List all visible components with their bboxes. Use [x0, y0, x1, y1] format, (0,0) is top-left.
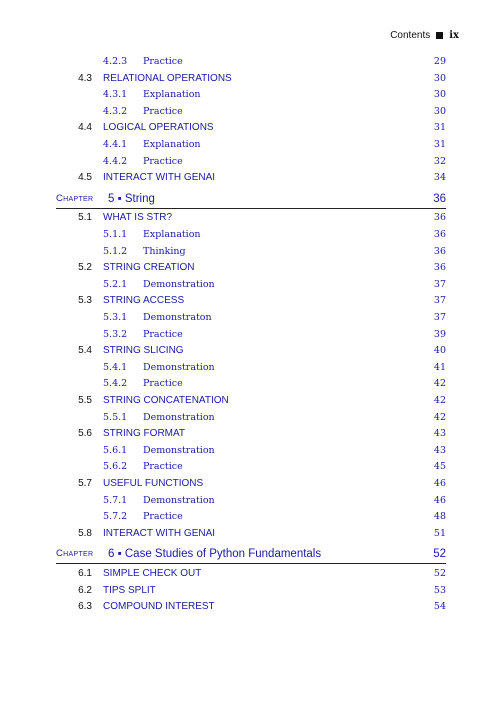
- entry-page-number: 37: [433, 278, 446, 290]
- entry-page-number: 36: [433, 262, 446, 274]
- toc-section-entry[interactable]: [0, 394, 500, 408]
- entry-title: Demonstration: [143, 444, 215, 456]
- entry-page-number: 40: [433, 345, 446, 357]
- running-head: [390, 30, 459, 41]
- entry-number: 4.3.1: [103, 89, 128, 101]
- entry-page-number: 46: [433, 478, 446, 489]
- toc-section-entry[interactable]: [0, 584, 500, 598]
- entry-number: 4.4.1: [103, 139, 128, 150]
- entry-page-number: 46: [433, 494, 446, 506]
- chapter-rule: [56, 208, 446, 209]
- entry-number: 6.3: [78, 601, 92, 613]
- entry-title: Practice: [143, 56, 183, 67]
- entry-number: 5.2: [78, 262, 92, 274]
- toc-subsection-entry[interactable]: [0, 105, 500, 119]
- entry-number: 4.5: [78, 172, 92, 184]
- entry-number: 5.7.2: [103, 511, 128, 523]
- toc-subsection-entry[interactable]: [0, 411, 500, 425]
- toc-subsection-entry[interactable]: [0, 444, 500, 458]
- toc-chapter-entry[interactable]: [0, 191, 500, 207]
- toc-section-entry[interactable]: [0, 171, 500, 185]
- toc-section-entry[interactable]: [0, 294, 500, 308]
- entry-number: 5.6.1: [103, 444, 128, 456]
- entry-number: 5.1.2: [103, 245, 128, 257]
- entry-number: 5.5.1: [103, 411, 128, 423]
- entry-number: 4.4.2: [103, 155, 128, 167]
- toc-subsection-entry[interactable]: [0, 155, 500, 169]
- entry-title: Explanation: [143, 229, 201, 240]
- entry-number: 5.3: [78, 295, 92, 307]
- entry-page-number: 51: [433, 527, 446, 539]
- entry-title: Demonstraton: [143, 312, 212, 323]
- entry-number: 5.7.1: [103, 494, 128, 506]
- entry-title: INTERACT WITH GENAI: [103, 527, 216, 539]
- entry-page-number: 42: [433, 411, 446, 423]
- entry-number: 5.6.2: [103, 461, 128, 473]
- entry-title: INTERACT WITH GENAI: [103, 172, 216, 184]
- entry-page-number: 36: [433, 212, 446, 224]
- toc-subsection-entry[interactable]: [0, 328, 500, 342]
- entry-number: 5.4.2: [103, 378, 128, 390]
- entry-page-number: 32: [433, 155, 446, 167]
- entry-number: 5.4.1: [103, 361, 128, 373]
- entry-title: Practice: [143, 378, 183, 390]
- toc-subsection-entry[interactable]: [0, 311, 500, 325]
- chapter-page-number: 52: [433, 548, 446, 561]
- entry-title: Practice: [143, 155, 183, 167]
- entry-page-number: 48: [433, 511, 446, 523]
- entry-title: LOGICAL OPERATIONS: [103, 122, 214, 134]
- entry-title: STRING CONCATENATION: [103, 395, 229, 406]
- entry-page-number: 37: [433, 312, 446, 323]
- entry-title: WHAT IS STR?: [103, 212, 173, 224]
- entry-page-number: 31: [433, 139, 446, 150]
- toc-subsection-entry[interactable]: [0, 228, 500, 242]
- entry-number: 5.4: [78, 345, 92, 357]
- toc-chapter-entry[interactable]: [0, 546, 500, 562]
- toc-subsection-entry[interactable]: [0, 377, 500, 391]
- entry-title: Demonstration: [143, 361, 215, 373]
- entry-page-number: 30: [433, 105, 446, 117]
- entry-page-number: 36: [433, 245, 446, 257]
- entry-number: 6.2: [78, 584, 92, 596]
- entry-title: STRING CREATION: [103, 262, 195, 274]
- entry-number: 5.5: [78, 395, 92, 406]
- toc-subsection-entry[interactable]: [0, 245, 500, 259]
- entry-title: Practice: [143, 461, 183, 473]
- entry-page-number: 36: [433, 229, 446, 240]
- entry-page-number: 43: [433, 444, 446, 456]
- entry-page-number: 37: [433, 295, 446, 307]
- entry-page-number: 31: [433, 122, 446, 134]
- chapter-title: 6 ▪ Case Studies of Python Fundamentals: [108, 548, 322, 561]
- entry-title: STRING FORMAT: [103, 428, 186, 440]
- entry-title: RELATIONAL OPERATIONS: [103, 72, 232, 84]
- toc-section-entry[interactable]: [0, 344, 500, 358]
- toc-subsection-entry[interactable]: [0, 88, 500, 102]
- toc-section-entry[interactable]: [0, 477, 500, 491]
- toc-subsection-entry[interactable]: [0, 55, 500, 69]
- toc-section-entry[interactable]: [0, 527, 500, 541]
- toc-section-entry[interactable]: [0, 72, 500, 86]
- entry-number: 5.1.1: [103, 229, 128, 240]
- entry-page-number: 45: [433, 461, 446, 473]
- entry-page-number: 43: [433, 428, 446, 440]
- toc-subsection-entry[interactable]: [0, 494, 500, 508]
- toc-section-entry[interactable]: [0, 261, 500, 275]
- chapter-rule: [56, 563, 446, 564]
- entry-number: 6.1: [78, 568, 92, 579]
- square-bullet-icon: [436, 32, 443, 39]
- entry-title: TIPS SPLIT: [103, 584, 156, 596]
- entry-number: 4.2.3: [103, 56, 128, 67]
- toc-subsection-entry[interactable]: [0, 138, 500, 152]
- entry-title: Thinking: [143, 245, 186, 257]
- entry-page-number: 53: [433, 584, 446, 596]
- toc-subsection-entry[interactable]: [0, 460, 500, 474]
- chapter-label: Chapter: [56, 192, 94, 204]
- entry-title: USEFUL FUNCTIONS: [103, 478, 204, 489]
- entry-title: Demonstration: [143, 278, 215, 290]
- entry-number: 4.3.2: [103, 105, 128, 117]
- entry-number: 5.6: [78, 428, 92, 440]
- running-head-title: Contents: [390, 30, 431, 41]
- toc-section-entry[interactable]: [0, 427, 500, 441]
- entry-title: Practice: [143, 105, 183, 117]
- entry-title: Demonstration: [143, 494, 215, 506]
- entry-number: 5.3.1: [103, 312, 128, 323]
- entry-page-number: 34: [433, 172, 446, 184]
- entry-title: Practice: [143, 511, 183, 523]
- entry-number: 5.8: [78, 527, 92, 539]
- entry-title: STRING ACCESS: [103, 295, 185, 307]
- entry-number: 4.3: [78, 72, 92, 84]
- chapter-label: Chapter: [56, 548, 94, 560]
- entry-page-number: 41: [433, 361, 446, 373]
- entry-page-number: 42: [433, 395, 446, 406]
- entry-page-number: 54: [433, 601, 446, 613]
- entry-page-number: 52: [433, 568, 446, 579]
- entry-page-number: 30: [433, 89, 446, 101]
- entry-title: Explanation: [143, 89, 201, 101]
- chapter-page-number: 36: [433, 192, 446, 205]
- entry-number: 5.7: [78, 478, 92, 489]
- chapter-title: 5 ▪ String: [108, 192, 155, 205]
- toc-subsection-entry[interactable]: [0, 510, 500, 524]
- toc-subsection-entry[interactable]: [0, 278, 500, 292]
- toc-section-entry[interactable]: [0, 567, 500, 581]
- entry-number: 4.4: [78, 122, 92, 134]
- entry-title: COMPOUND INTEREST: [103, 601, 215, 613]
- entry-title: SIMPLE CHECK OUT: [103, 568, 202, 579]
- entry-page-number: 42: [433, 378, 446, 390]
- entry-title: Practice: [143, 328, 183, 340]
- entry-title: STRING SLICING: [103, 345, 184, 357]
- entry-title: Demonstration: [143, 411, 215, 423]
- toc-section-entry[interactable]: [0, 600, 500, 614]
- toc-section-entry[interactable]: [0, 121, 500, 135]
- entry-number: 5.1: [78, 212, 92, 224]
- entry-number: 5.2.1: [103, 278, 128, 290]
- toc-section-entry[interactable]: [0, 211, 500, 225]
- entry-page-number: 29: [433, 56, 446, 67]
- entry-title: Explanation: [143, 139, 201, 150]
- entry-page-number: 39: [433, 328, 446, 340]
- running-head-page-number: ix: [449, 30, 459, 41]
- entry-number: 5.3.2: [103, 328, 128, 340]
- entry-page-number: 30: [433, 72, 446, 84]
- toc-subsection-entry[interactable]: [0, 361, 500, 375]
